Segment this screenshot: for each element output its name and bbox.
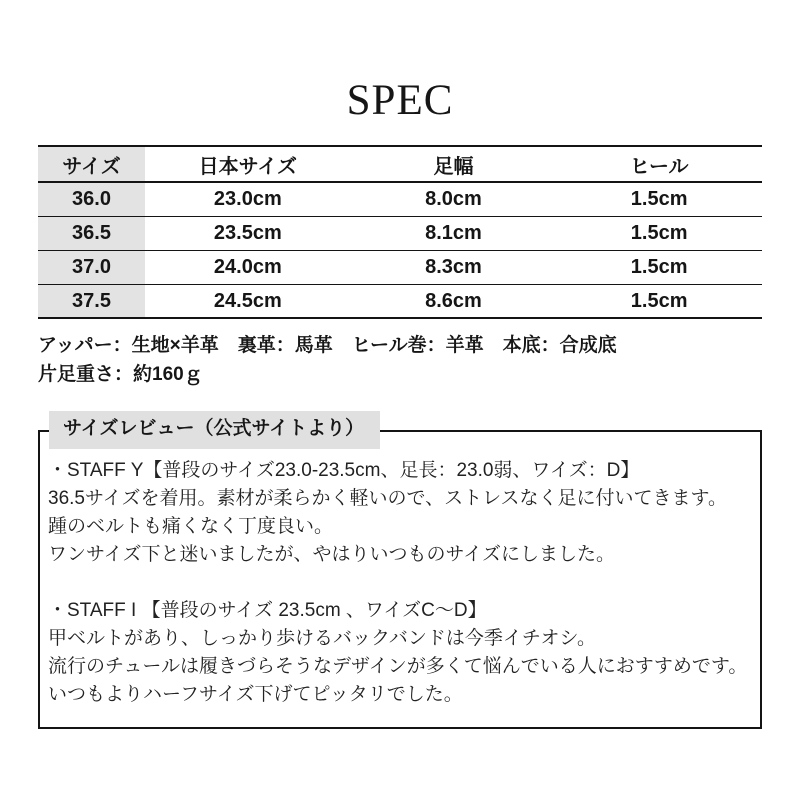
review-line: 踵のベルトも痛くなく丁度良い。: [48, 516, 334, 538]
table-cell: 1.5cm: [630, 188, 688, 211]
table-row: [38, 284, 762, 318]
header-cell-size: サイズ: [38, 146, 145, 182]
table-cell: 24.5cm: [213, 289, 282, 312]
table-cell: 24.0cm: [213, 255, 282, 278]
table-cell: 1.5cm: [630, 255, 688, 278]
table-cell: 23.5cm: [213, 221, 282, 244]
review-line: ・STAFF I 【普段のサイズ 23.5cm 、ワイズC〜D】: [48, 600, 487, 622]
review-staff-i: [48, 597, 750, 709]
table-cell-size: 36.0: [38, 182, 145, 216]
spec-page: [0, 76, 800, 800]
header-cell-foot-width: 足幅: [433, 155, 474, 178]
table-cell: 8.1cm: [425, 221, 482, 244]
table-cell-size: 37.5: [38, 284, 145, 318]
table-cell-size: 37.0: [38, 250, 145, 284]
table-cell: 1.5cm: [630, 221, 688, 244]
table-cell: 23.0cm: [213, 188, 282, 211]
page-title: SPEC: [346, 77, 454, 124]
review-staff-y: [48, 457, 750, 569]
header-cell-japan-size: 日本サイズ: [198, 155, 298, 178]
spec-table: [38, 145, 762, 319]
weight-line: 片足重さ：約160ｇ: [38, 364, 203, 386]
materials-line: アッパー：生地×羊革 裏革：馬革 ヒール巻：羊革 本底：合成底: [38, 335, 617, 357]
spec-table-header-row: [38, 146, 762, 182]
table-cell: 1.5cm: [630, 289, 688, 312]
table-cell: 8.0cm: [425, 188, 482, 211]
size-review-box: [38, 418, 762, 729]
review-line: ・STAFF Y【普段のサイズ23.0-23.5cm、足長：23.0弱、ワイズ：D】: [48, 460, 640, 482]
size-review-text: [48, 457, 750, 709]
review-line: いつもよりハーフサイズ下げてピッタリでした。: [48, 684, 463, 706]
table-row: [38, 182, 762, 216]
header-cell-heel: ヒール: [629, 155, 689, 178]
review-line: ワンサイズ下と迷いましたが、やはりいつものサイズにしました。: [48, 544, 615, 566]
review-line: 甲ベルトがあり、しっかり歩けるバックバンドは今季イチオシ。: [48, 628, 596, 650]
review-line: 流行のチュールは履きづらそうなデザインが多くて悩んでいる人におすすめです。: [48, 656, 748, 678]
size-review-label: サイズレビュー（公式サイトより）: [49, 411, 380, 449]
review-line: 36.5サイズを着用。素材が柔らかく軽いので、ストレスなく足に付いてきます。: [48, 488, 727, 510]
table-cell-size: 36.5: [38, 216, 145, 250]
table-cell: 8.3cm: [425, 255, 482, 278]
table-row: [38, 250, 762, 284]
table-row: [38, 216, 762, 250]
materials-info: [38, 331, 762, 389]
table-cell: 8.6cm: [425, 289, 482, 312]
